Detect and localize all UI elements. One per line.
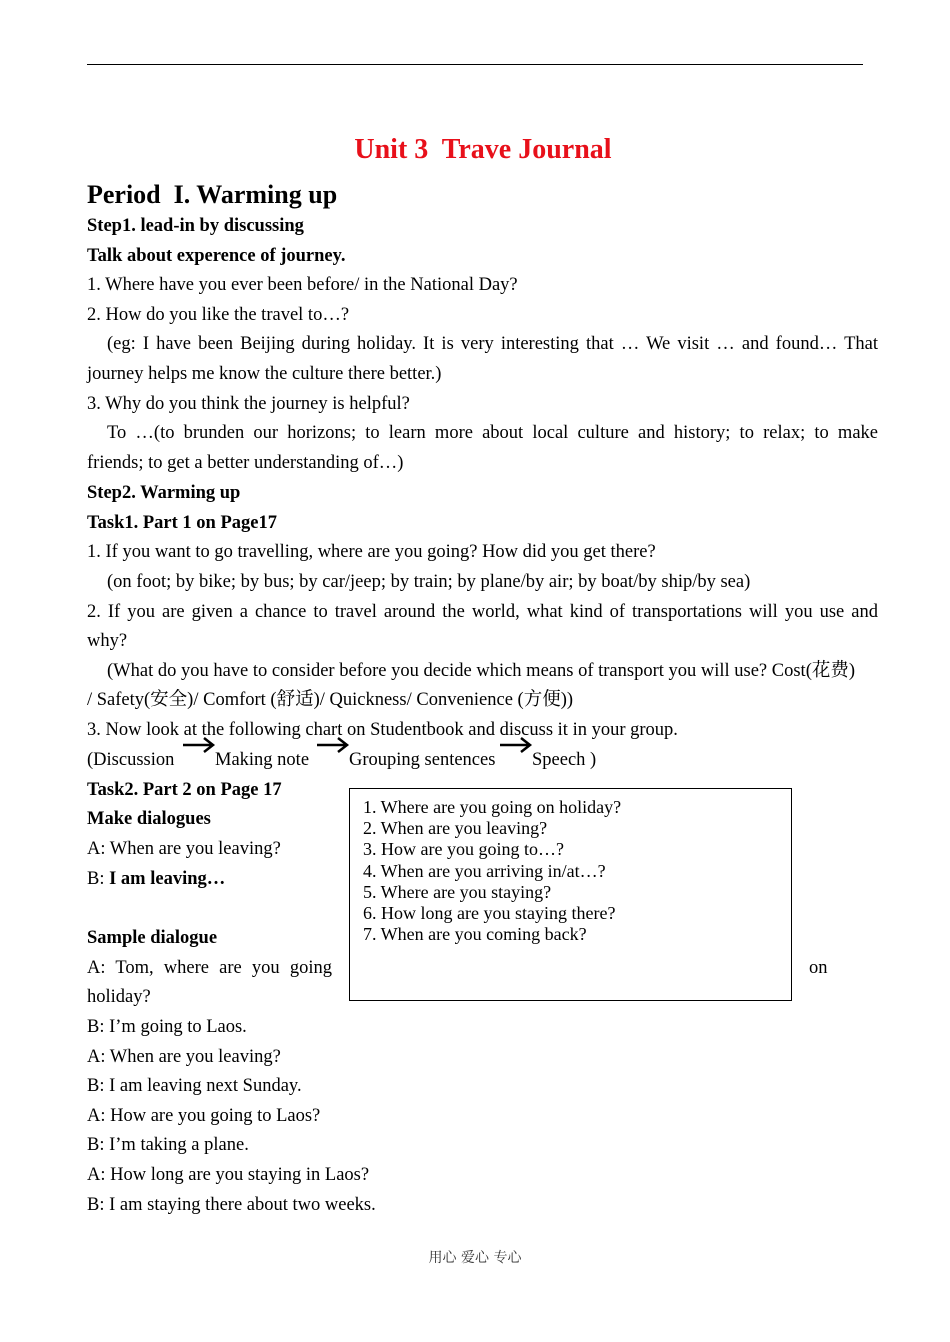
sample-line: A: How are you going to Laos? xyxy=(87,1106,321,1126)
dialogue-a: A: When are you leaving? xyxy=(87,839,281,859)
flow-speech: Speech ) xyxy=(532,750,597,770)
task1-question-1: 1. If you want to go travelling, where are you going? How did you get there? xyxy=(87,542,656,562)
box-item: 4. When are you arriving in/at…? xyxy=(363,861,606,881)
sample-line: A: How long are you staying in Laos? xyxy=(87,1165,370,1185)
task1-question-3: 3. Now look at the following chart on Studentbook and discuss it in your group. xyxy=(87,720,678,740)
document-title: Unit 3 Trave Journal xyxy=(354,134,612,165)
arrow-right-icon xyxy=(499,735,533,755)
flow-discussion: (Discussion xyxy=(87,750,175,770)
example-line-2: journey helps me know the culture there better.) xyxy=(87,364,442,384)
sample-line: B: I’m going to Laos. xyxy=(87,1017,247,1037)
header-rule xyxy=(87,64,863,65)
sample-line: B: I am staying there about two weeks. xyxy=(87,1195,376,1215)
box-item: 6. How long are you staying there? xyxy=(363,903,616,923)
task1-question-2-cont: why? xyxy=(87,631,128,651)
task2-heading: Task2. Part 2 on Page 17 xyxy=(87,780,282,800)
sample-line: B: I am leaving next Sunday. xyxy=(87,1076,302,1096)
question-1: 1. Where have you ever been before/ in the National Day? xyxy=(87,275,518,295)
page-footer: 用心 爱心 专心 xyxy=(428,1250,522,1266)
step2-heading: Step2. Warming up xyxy=(87,483,241,503)
dialogue-b-bold: I am leaving… xyxy=(109,869,226,889)
question-3: 3. Why do you think the journey is helpful? xyxy=(87,394,410,414)
task1-answer-2-cont: / Safety(安全)/ Comfort (舒适)/ Quickness/ Convenience (方便)) xyxy=(87,690,574,710)
box-item: 7. When are you coming back? xyxy=(363,924,587,944)
question-2: 2. How do you like the travel to…? xyxy=(87,305,350,325)
dialogue-b-prefix: B: xyxy=(87,869,110,889)
box-item: 3. How are you going to…? xyxy=(363,839,564,859)
dialogue-b xyxy=(87,867,225,891)
task1-answer-2: (What do you have to consider before you decide which means of transport you will use? Cost(花费) xyxy=(107,661,856,681)
task1-heading: Task1. Part 1 on Page17 xyxy=(87,513,277,533)
box-item: 5. Where are you staying? xyxy=(363,882,552,902)
arrow-right-icon xyxy=(316,735,350,755)
task1-answer-1: (on foot; by bike; by bus; by car/jeep; by train; by plane/by air; by boat/by ship/by sea) xyxy=(107,572,751,592)
task1-question-2: 2. If you are given a chance to travel around the world, what kind of transportations will you use and xyxy=(87,602,878,622)
sample-line: B: I’m taking a plane. xyxy=(87,1135,249,1155)
sample-line: A: When are you leaving? xyxy=(87,1047,281,1067)
sample-line-1: A: Tom, where are you going xyxy=(87,958,332,978)
box-item: 1. Where are you going on holiday? xyxy=(363,797,622,817)
arrow-right-icon xyxy=(182,735,216,755)
flow-making-note: Making note xyxy=(215,750,310,770)
sample-line-1-cont: holiday? xyxy=(87,987,151,1007)
sample-line-1-end: on xyxy=(809,958,828,978)
step1-heading: Step1. lead-in by discussing xyxy=(87,216,304,236)
answer-line-1: To …(to brunden our horizons; to learn more about local culture and history; to relax; to make xyxy=(107,423,878,443)
box-item: 2. When are you leaving? xyxy=(363,818,548,838)
flow-grouping: Grouping sentences xyxy=(349,750,496,770)
period-heading: Period I. Warming up xyxy=(87,180,338,209)
example-line-1: (eg: I have been Beijing during holiday. It is very interesting that … We visit … and found… That xyxy=(107,334,878,354)
talk-heading: Talk about experence of journey. xyxy=(87,246,346,266)
sample-dialogue-heading: Sample dialogue xyxy=(87,928,218,948)
make-dialogues-heading: Make dialogues xyxy=(87,809,211,829)
question-box xyxy=(349,788,792,1001)
answer-line-2: friends; to get a better understanding of…) xyxy=(87,453,404,473)
